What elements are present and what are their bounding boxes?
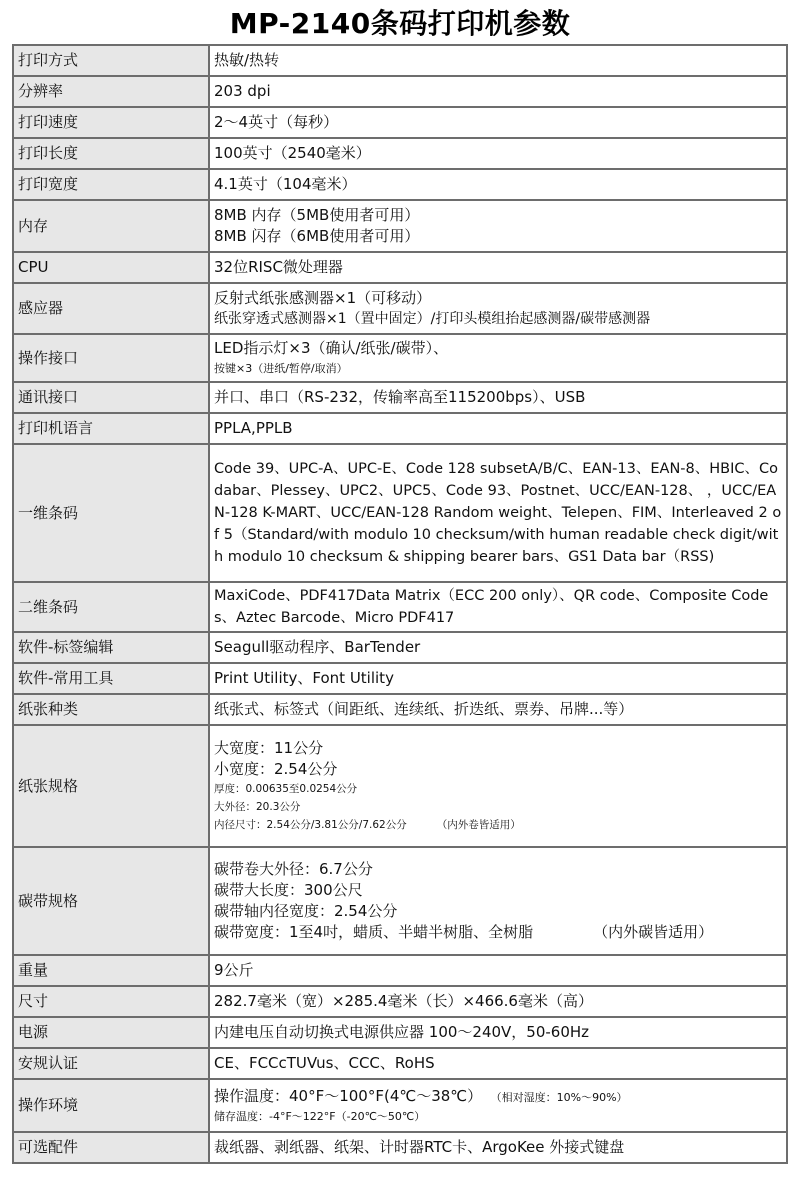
table-row (13, 847, 787, 955)
row-value (209, 986, 787, 1017)
row-value (209, 252, 787, 283)
row-value (209, 138, 787, 169)
row-label: 通讯接口 (13, 382, 209, 413)
table-row (13, 413, 787, 444)
table-row (13, 1017, 787, 1048)
value-line: 裁纸器、剥纸器、纸架、计时器RTC卡、ArgoKee 外接式键盘 (214, 1138, 625, 1156)
row-label: 纸张种类 (13, 694, 209, 725)
row-label: 操作环境 (13, 1079, 209, 1132)
table-row (13, 663, 787, 694)
table-row (13, 582, 787, 632)
table-row (13, 955, 787, 986)
value-line: 大外径：20.3公分 (214, 801, 301, 813)
row-value (209, 334, 787, 382)
row-value (209, 1132, 787, 1163)
row-value (209, 76, 787, 107)
row-value (209, 444, 787, 582)
row-value (209, 169, 787, 200)
row-label: 碳带规格 (13, 847, 209, 955)
value-line: 储存温度：-4°F～122°F（-20℃～50℃） (214, 1109, 426, 1123)
table-row (13, 138, 787, 169)
value-line: 8MB 内存（5MB使用者可用） (214, 206, 420, 224)
table-row (13, 107, 787, 138)
value-line: 纸张穿透式感测器×1（置中固定）/打印头模组抬起感测器/碳带感测器 (214, 310, 651, 327)
value-line: 按键×3（进纸/暂停/取消） (214, 362, 348, 375)
row-label: 二维条码 (13, 582, 209, 632)
row-label: 电源 (13, 1017, 209, 1048)
value-line: 203 dpi (214, 82, 271, 100)
table-row (13, 76, 787, 107)
value-line: 碳带轴内径宽度：2.54公分 (214, 902, 398, 920)
value-line: 碳带大长度：300公尺 (214, 881, 363, 899)
row-label: 纸张规格 (13, 725, 209, 847)
row-value (209, 694, 787, 725)
value-line: 内建电压自动切换式电源供应器 100～240V，50-60Hz (214, 1023, 590, 1041)
row-label: 分辨率 (13, 76, 209, 107)
value-line: MaxiCode、PDF417Data Matrix（ECC 200 only）、QR code、Composite Codes、Aztec Barcode、Micro PDF417 (214, 588, 769, 626)
value-line: 纸张式、标签式（间距纸、连续纸、折迭纸、票券、吊牌...等） (214, 700, 634, 718)
row-label: 一维条码 (13, 444, 209, 582)
row-label: 打印速度 (13, 107, 209, 138)
table-row (13, 382, 787, 413)
value-line: Print Utility、Font Utility (214, 669, 394, 687)
value-line: 厚度：0.00635至0.0254公分 (214, 783, 358, 795)
row-label: 打印方式 (13, 45, 209, 76)
value-line: 9公斤 (214, 961, 254, 979)
row-value (209, 1048, 787, 1079)
value-line: LED指示灯×3（确认/纸张/碳带）、 (214, 339, 449, 357)
value-line: 282.7毫米（宽）×285.4毫米（长）×466.6毫米（高） (214, 992, 593, 1010)
table-row (13, 1079, 787, 1132)
table-row (13, 45, 787, 76)
value-line: Seagull驱动程序、BarTender (214, 638, 421, 656)
row-value (209, 45, 787, 76)
value-line: 大宽度：11公分 (214, 739, 324, 757)
table-row (13, 444, 787, 582)
value-text: 碳带宽度：1至4吋，蜡质、半蜡半树脂、全树脂 (214, 923, 534, 941)
spec-table (12, 44, 788, 1164)
value-line (214, 816, 782, 834)
row-value (209, 725, 787, 847)
value-line: 32位RISC微处理器 (214, 258, 343, 276)
value-line: CE、FCCcTUVus、CCC、RoHS (214, 1054, 435, 1072)
value-line: 小宽度：2.54公分 (214, 760, 338, 778)
row-value (209, 1079, 787, 1132)
value-note: （内外碳皆适用） (593, 923, 714, 941)
value-line: 热敏/热转 (214, 51, 280, 69)
table-row (13, 694, 787, 725)
table-row (13, 334, 787, 382)
table-row (13, 986, 787, 1017)
value-line: PPLA,PPLB (214, 419, 293, 437)
row-label: 安规认证 (13, 1048, 209, 1079)
table-row (13, 1132, 787, 1163)
row-value (209, 107, 787, 138)
row-label: CPU (13, 252, 209, 283)
table-row (13, 252, 787, 283)
value-line: 反射式纸张感测器×1（可移动） (214, 288, 432, 307)
row-value (209, 663, 787, 694)
value-note: （内外卷皆适用） (436, 819, 521, 831)
row-label: 重量 (13, 955, 209, 986)
row-value (209, 200, 787, 252)
table-row (13, 632, 787, 663)
value-text: 操作温度：40°F～100°F(4℃～38℃） (214, 1086, 483, 1105)
value-line (214, 922, 782, 943)
table-row (13, 169, 787, 200)
row-label: 软件-标签编辑 (13, 632, 209, 663)
row-label: 软件-常用工具 (13, 663, 209, 694)
value-line (214, 1086, 782, 1107)
row-label: 尺寸 (13, 986, 209, 1017)
row-value (209, 1017, 787, 1048)
row-value (209, 847, 787, 955)
row-value (209, 382, 787, 413)
row-label: 打印宽度 (13, 169, 209, 200)
row-value (209, 955, 787, 986)
value-line: 碳带卷大外径：6.7公分 (214, 860, 373, 878)
value-line: 8MB 闪存（6MB使用者可用） (214, 227, 420, 245)
value-line: Code 39、UPC-A、UPC-E、Code 128 subsetA/B/C、EAN-13、EAN-8、HBIC、Codabar、Plessey、UPC2、UPC5、Code 93、Postnet、UCC/EAN-128、 ，UCC/EAN-128 K-MART、UCC/EAN-128 Random weight、Telepen、FIM、Interleaved 2 of 5（Standard/with modulo 10 checksum/with human readable check digit/with modulo 10 checksum & shipping bearer bars、GS1 Data bar（RSS) (214, 461, 782, 565)
row-label: 打印长度 (13, 138, 209, 169)
value-line: 100英寸（2540毫米） (214, 144, 371, 162)
page-title: MP-2140条码打印机参数 (229, 7, 571, 40)
table-row (13, 1048, 787, 1079)
row-value (209, 632, 787, 663)
table-row (13, 200, 787, 252)
row-label: 内存 (13, 200, 209, 252)
row-label: 感应器 (13, 283, 209, 334)
value-line: 4.1英寸（104毫米） (214, 175, 357, 193)
value-note: （相对湿度：10%～90%） (496, 1090, 628, 1104)
row-label: 打印机语言 (13, 413, 209, 444)
value-line: 2～4英寸（每秒） (214, 113, 339, 131)
row-value (209, 582, 787, 632)
row-value (209, 413, 787, 444)
value-text: 内径尺寸：2.54公分/3.81公分/7.62公分 (214, 819, 407, 831)
row-label: 可选配件 (13, 1132, 209, 1163)
table-row (13, 725, 787, 847)
row-value (209, 283, 787, 334)
row-label: 操作接口 (13, 334, 209, 382)
table-row (13, 283, 787, 334)
value-line: 并口、串口（RS-232，传输率高至115200bps）、USB (214, 388, 586, 406)
